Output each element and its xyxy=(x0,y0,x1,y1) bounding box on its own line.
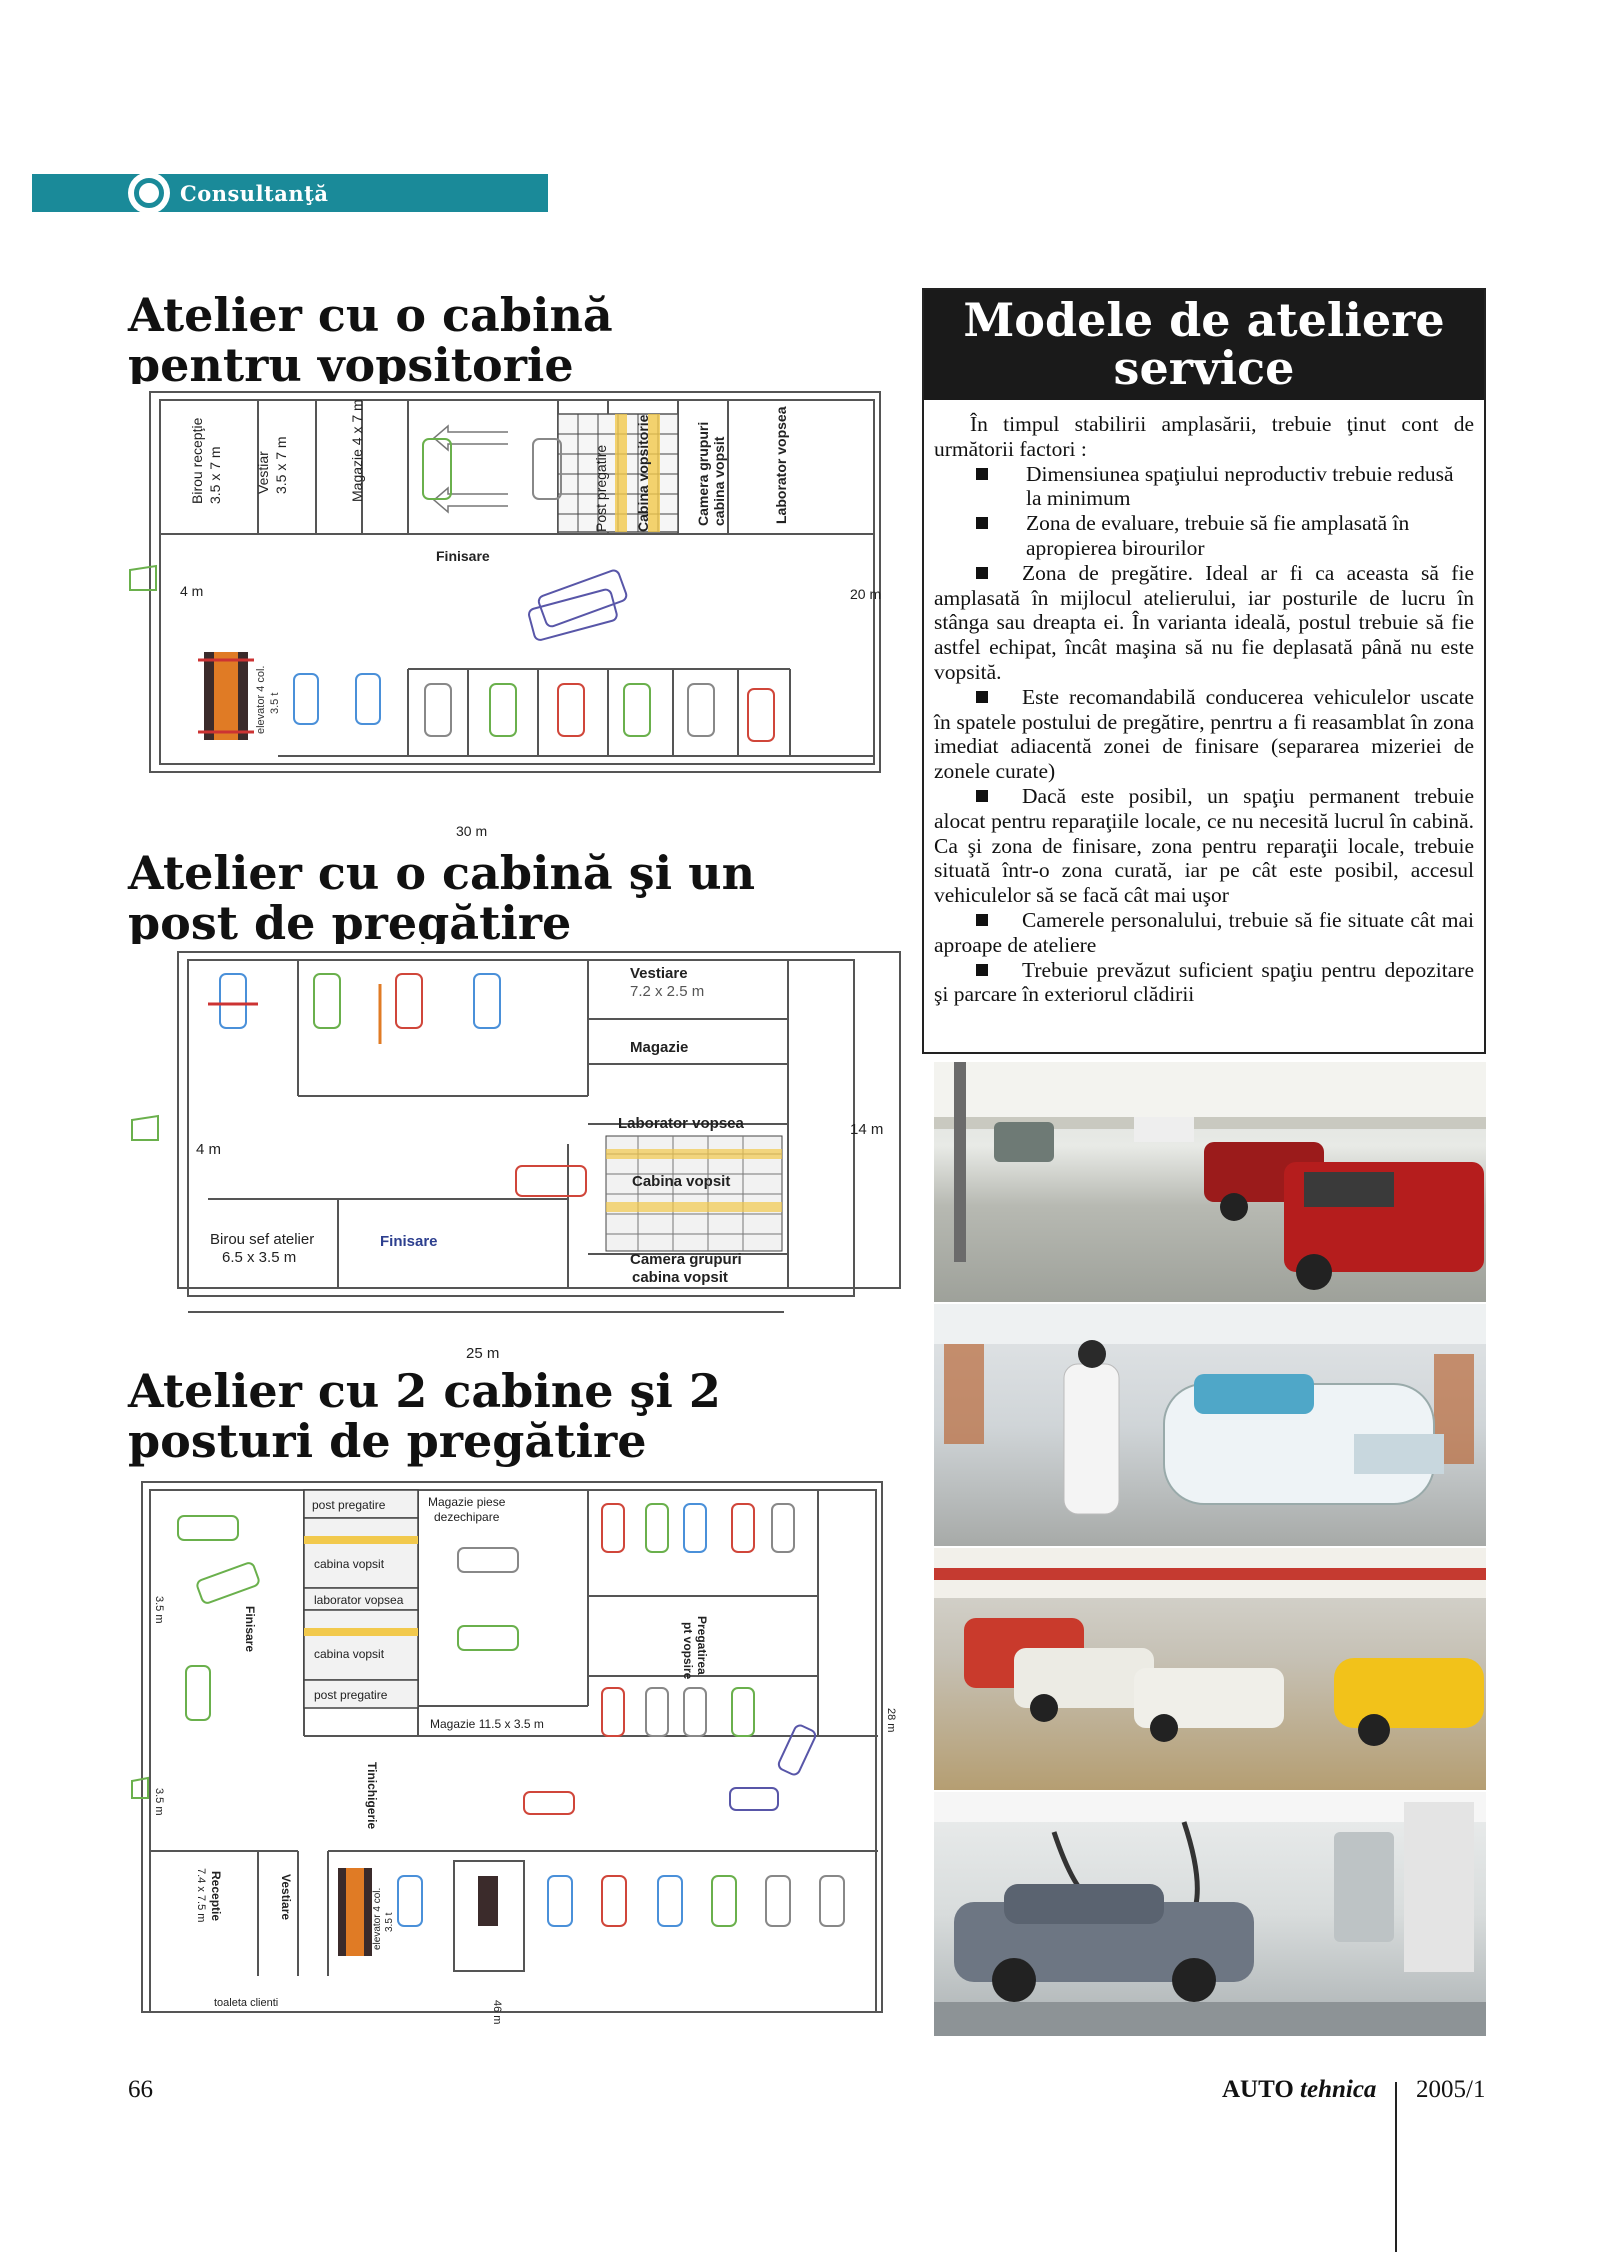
floor-plan-1 xyxy=(118,384,888,844)
plan1-dim-20m: 20 m xyxy=(850,586,882,602)
heading-plan-2: Atelier cu o cabină şi un post de pregătire xyxy=(128,846,756,950)
section-label: Consultanţă xyxy=(180,180,329,206)
plan2-dim-4m: 4 m xyxy=(196,1141,222,1158)
box-title: Modele de ateliere service xyxy=(924,290,1484,400)
plan3-dim-35b: 3.5 m xyxy=(153,1788,165,1816)
plan3-cabina1: cabina vopsit xyxy=(314,1557,385,1571)
plan1-room-magazie: Magazie 4 x 7 m xyxy=(349,399,365,502)
bullet-square-icon xyxy=(976,468,988,480)
plan3-dim-28m: 28 m xyxy=(885,1708,897,1733)
plan1-room-post: Post pregatire xyxy=(593,444,609,532)
box-body xyxy=(924,400,1484,1007)
plan2-zone-finisare: Finisare xyxy=(380,1233,438,1250)
box-bullet: Este recomandabilă conducerea vehiculelor uscate în spatele postului de pregătire, penrtru a fi reasamblat în zona imediat adiacentă zonei de finisare (separarea mizeriei de zonele curate) xyxy=(934,684,1474,784)
plan1-room-camera2: cabina vopsit xyxy=(711,436,727,526)
plan3-cabina2: cabina vopsit xyxy=(314,1647,385,1661)
workshop-photo-4 xyxy=(934,1792,1486,2036)
plan1-zone-finisare: Finisare xyxy=(436,548,490,564)
section-bar xyxy=(32,174,548,212)
floor-plan-3 xyxy=(118,1476,897,2028)
plan3-receptie: Receptie xyxy=(209,1871,223,1922)
plan2-dim-25m: 25 m xyxy=(466,1345,500,1362)
plan1-dim-30m: 30 m xyxy=(456,823,488,839)
plan2-room-magazie: Magazie xyxy=(630,1039,689,1056)
plan3-lab: laborator vopsea xyxy=(314,1593,404,1607)
plan2-dim-14m: 14 m xyxy=(850,1121,884,1138)
heading-plan-3: Atelier cu 2 cabine şi 2 posturi de pregătire xyxy=(128,1364,721,1468)
plan3-magazie2: Magazie 11.5 x 3.5 m xyxy=(430,1717,544,1731)
plan2-room-camera1: Camera grupuri xyxy=(630,1251,742,1268)
box-bullet: Camerele personalului, trebuie să fie situate cât mai aproape de ateliere xyxy=(934,907,1474,957)
plan1-elevator-cap: 3.5 t xyxy=(269,692,281,714)
footer-divider xyxy=(1395,2082,1397,2252)
footer-issue: 2005/1 xyxy=(1416,2076,1486,2103)
workshop-photo-1 xyxy=(934,1062,1486,1302)
bullet-square-icon xyxy=(976,517,988,529)
plan1-room-vestiar: Vestiar xyxy=(255,451,271,494)
plan3-magazie-piese1: Magazie piese xyxy=(428,1495,506,1509)
plan1-room-vestiar-dim: 3.5 x 7 m xyxy=(273,436,289,494)
workshop-photo-2 xyxy=(934,1304,1486,1546)
plan2-room-cabina: Cabina vopsit xyxy=(632,1173,731,1190)
plan3-finisare: Finisare xyxy=(243,1606,257,1653)
workshop-models-box xyxy=(922,288,1486,1054)
plan2-room-birou-dim: 6.5 x 3.5 m xyxy=(222,1249,297,1266)
footer-brand: AUTO tehnica xyxy=(1222,2076,1377,2103)
plan2-room-lab: Laborator vopsea xyxy=(618,1115,744,1132)
plan3-tinichigerie: Tinichigerie xyxy=(365,1762,379,1830)
plan3-dim-46m: 46 m xyxy=(491,2000,503,2025)
plan3-pregatirea2: pt vopsire xyxy=(681,1622,695,1680)
plan3-elevator: elevator 4 col. xyxy=(372,1887,383,1950)
box-intro: În timpul stabilirii amplasării, trebuie ţinut cont de următorii factori : xyxy=(934,412,1474,461)
plan1-room-lab: Laborator vopsea xyxy=(773,406,789,524)
plan1-dim-4m: 4 m xyxy=(180,583,204,599)
box-bullet: Zona de evaluare, trebuie să fie amplasată în apropierea birourilor xyxy=(934,511,1474,561)
plan3-dim-35a: 3.5 m xyxy=(153,1596,165,1624)
plan1-room-camera1: Camera grupuri xyxy=(695,421,711,526)
workshop-photo-3 xyxy=(934,1548,1486,1790)
box-bullet: Dimensiunea spaţiului neproductiv trebuie redusă la minimum xyxy=(934,462,1474,512)
plan3-toaleta: toaleta clienti xyxy=(214,1997,279,2009)
plan3-post2: post pregatire xyxy=(314,1688,388,1702)
magazine-logo-icon xyxy=(128,172,170,214)
floor-plan-2 xyxy=(118,944,888,1366)
plan1-room-birou: Birou recepţie xyxy=(189,417,205,504)
plan1-room-cabina: Cabina vopsitorie xyxy=(635,414,651,532)
plan3-magazie-piese2: dezechipare xyxy=(434,1510,500,1524)
plan2-room-vestiare-dim: 7.2 x 2.5 m xyxy=(630,983,705,1000)
heading-plan-1: Atelier cu o cabină pentru vopsitorie xyxy=(128,288,613,392)
box-bullet: Dacă este posibil, un spaţiu permanent trebuie alocat pentru reparaţiile locale, ce nu necesită lucrul în cabină. Ca şi zona de finisare, zona pentru reparaţii locale, trebuie situată într-o zona curată, iar pe cât este posibil, accesul vehiculelor să se facă cât mai uşor xyxy=(934,783,1474,908)
plan3-pregatirea1: Pregatirea xyxy=(695,1616,709,1675)
plan3-elevator-cap: 3.5 t xyxy=(384,1912,395,1932)
plan3-receptie-dim: 7.4 x 7.5 m xyxy=(195,1868,207,1923)
plan3-vestiare: Vestiare xyxy=(279,1874,293,1921)
plan3-post1: post pregatire xyxy=(312,1498,386,1512)
plan2-room-birou: Birou sef atelier xyxy=(210,1231,315,1248)
plan2-room-vestiare: Vestiare xyxy=(630,965,688,982)
plan1-room-birou-dim: 3.5 x 7 m xyxy=(207,446,223,504)
box-bullet: Zona de pregătire. Ideal ar fi ca aceasta să fie amplasată în mijlocul atelierului, iar posturile de lucru în stânga sau dreapta ei. În varianta ideală, postul trebuie să fie astfel echipat, încât maşina să nu fie deplasată până nu este vopsită. xyxy=(934,560,1474,684)
plan2-room-camera2: cabina vopsit xyxy=(632,1269,728,1286)
box-bullet: Trebuie prevăzut suficient spaţiu pentru depozitare şi parcare în exteriorul clădirii xyxy=(934,957,1474,1007)
plan1-elevator: elevator 4 col. xyxy=(255,665,267,734)
page-number: 66 xyxy=(128,2076,153,2103)
